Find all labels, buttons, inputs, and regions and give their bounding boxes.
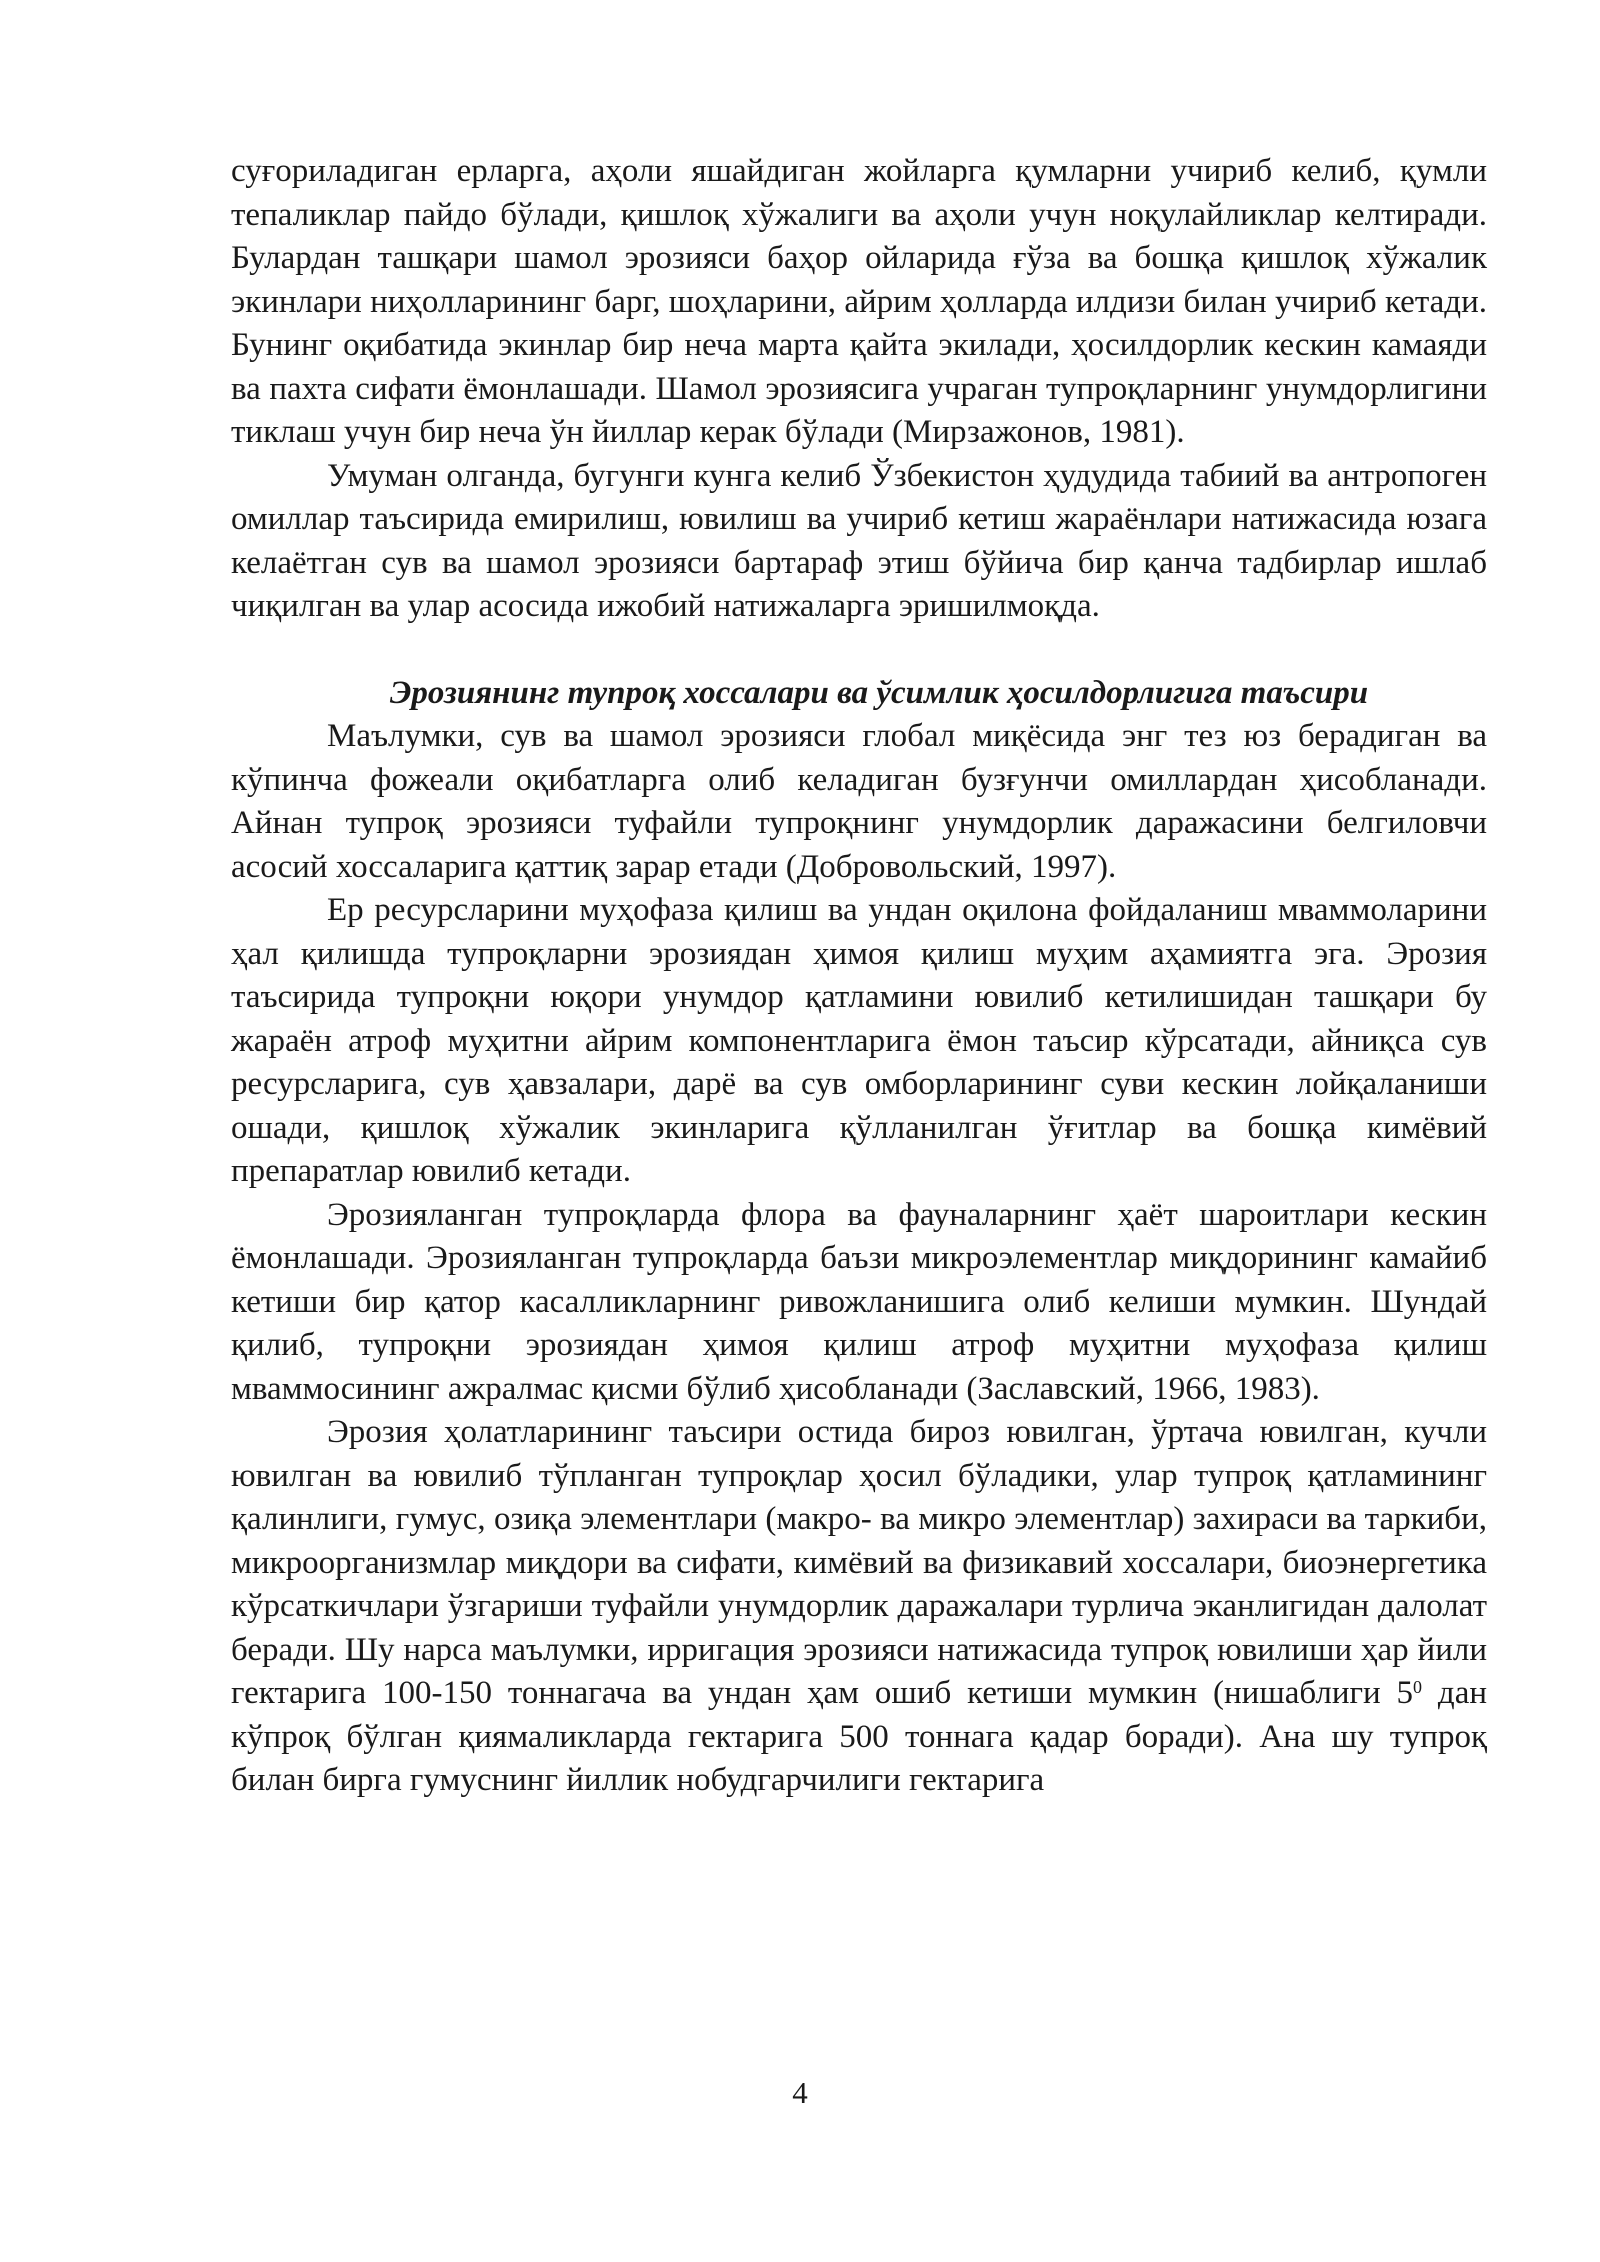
paragraph-summary: Умуман олганда, бугунги кунга келиб Ўзбекистон ҳудудида табиий ва антропоген омиллар таъсирида емирилиш, ювилиш ва учириб кетиш жараёнлари натижасида юзага келаётган сув ва шамол эрозияси бартараф этиш бўйича бир қанча тадбирлар ишлаб чиқилган ва улар асосида ижобий натижаларга эришилмоқда. bbox=[231, 457, 1487, 624]
paragraph-flora-fauna: Эрозияланган тупроқларда флора ва фауналарнинг ҳаёт шароитлари кескин ёмонлашади. Эрозияланган тупроқларда баъзи микроэлементлар миқдорининг камайиб кетиши бир қатор касалликларнинг ривожланишига олиб келиши мумкин. Шундай қилиб, тупроқни эрозиядан ҳимоя қилиш атроф муҳитни муҳофаза қилиш мваммосининг ажралмас қисми бўлиб ҳисобланади (Заславский, 1966, 1983). bbox=[231, 1196, 1487, 1407]
erosion-states-text-part1: Эрозия ҳолатларининг таъсири остида бироз ювилган, ўртача ювилган, кучли ювилган ва ювилиб тўпланган тупроқлар ҳосил бўладики, улар тупроқ қатламининг қалинлиги, гумус, озиқа элементлари (макро- ва микро элементлар) захираси ва таркиби, микроорганизмлар миқдори ва сифати, кимёвий ва физикавий хоссалари, биоэнергетика кўрсаткичлари ўзгариши туфайли унумдорлик даражалари турлича эканлигидан далолат беради. Шу нарса маълумки, ирригация эрозияси натижасида тупроқ ювилиши ҳар йили гектарига 100-150 тоннагача ва ундан ҳам ошиб кетиши мумкин (нишаблиги 5 bbox=[231, 1414, 1487, 1711]
erosion-states-text-part2: дан кўпроқ бўлган қиямаликларда гектарига 500 тоннага қадар боради). Ана шу тупроқ билан бирга гумуснинг йиллик нобудгарчилиги гектарига bbox=[231, 1675, 1487, 1798]
paragraph-land-resources: Ер ресурсларини муҳофаза қилиш ва ундан оқилона фойдаланиш мваммоларини ҳал қилишда тупроқларни эрозиядан ҳимоя қилиш муҳим аҳамиятга эга. Эрозия таъсирида тупроқни юқори унумдор қатламини ювилиб кетилишидан ташқари бу жараён атроф муҳитни айрим компонентларига ёмон таъсир кўрсатади, айниқса сув ресурсларига, сув ҳавзалари, дарё ва сув омборларининг суви кескин лойқаланиши ошади, қишлоқ хўжалик экинларига қўлланилган ўғитлар ва бошқа кимёвий препаратлар ювилиб кетади. bbox=[231, 892, 1487, 1189]
degree-superscript: 0 bbox=[1413, 1677, 1423, 1697]
paragraph-wind-erosion: суғориладиган ерларга, аҳоли яшайдиган жойларга қумларни учириб келиб, қумли тепаликлар пайдо бўлади, қишлоқ хўжалиги ва аҳоли учун ноқулайликлар келтиради. Булардан ташқари шамол эрозияси баҳор ойларида ғўза ва бошқа қишлоқ хўжалик экинлари ниҳолларининг барг, шоҳларини, айрим ҳолларда илдизи билан учириб кетади. Бунинг оқибатида экинлар бир неча марта қайта экилади, ҳосилдорлик кескин камаяди ва пахта сифати ёмонлашади. Шамол эрозиясига учраган тупроқларнинг унумдорлигини тиклаш учун бир неча ўн йиллар керак бўлади (Мирзажонов, 1981). bbox=[231, 153, 1487, 450]
paragraph-erosion-global: Маълумки, сув ва шамол эрозияси глобал миқёсида энг тез юз берадиган ва кўпинча фожеали оқибатларга олиб келадиган бузғунчи омиллардан ҳисобланади. Айнан тупроқ эрозияси туфайли тупроқнинг унумдорлик даражасини белгиловчи асосий хоссаларига қаттиқ зарар етади (Добровольский, 1997). bbox=[231, 718, 1487, 885]
section-heading: Эрозиянинг тупроқ хоссалари ва ўсимлик ҳосилдорлигига таъсири bbox=[389, 674, 1369, 711]
page-number: 4 bbox=[792, 2075, 808, 2110]
document-page bbox=[231, 150, 1487, 1803]
paragraph-erosion-states bbox=[231, 1411, 1487, 1803]
